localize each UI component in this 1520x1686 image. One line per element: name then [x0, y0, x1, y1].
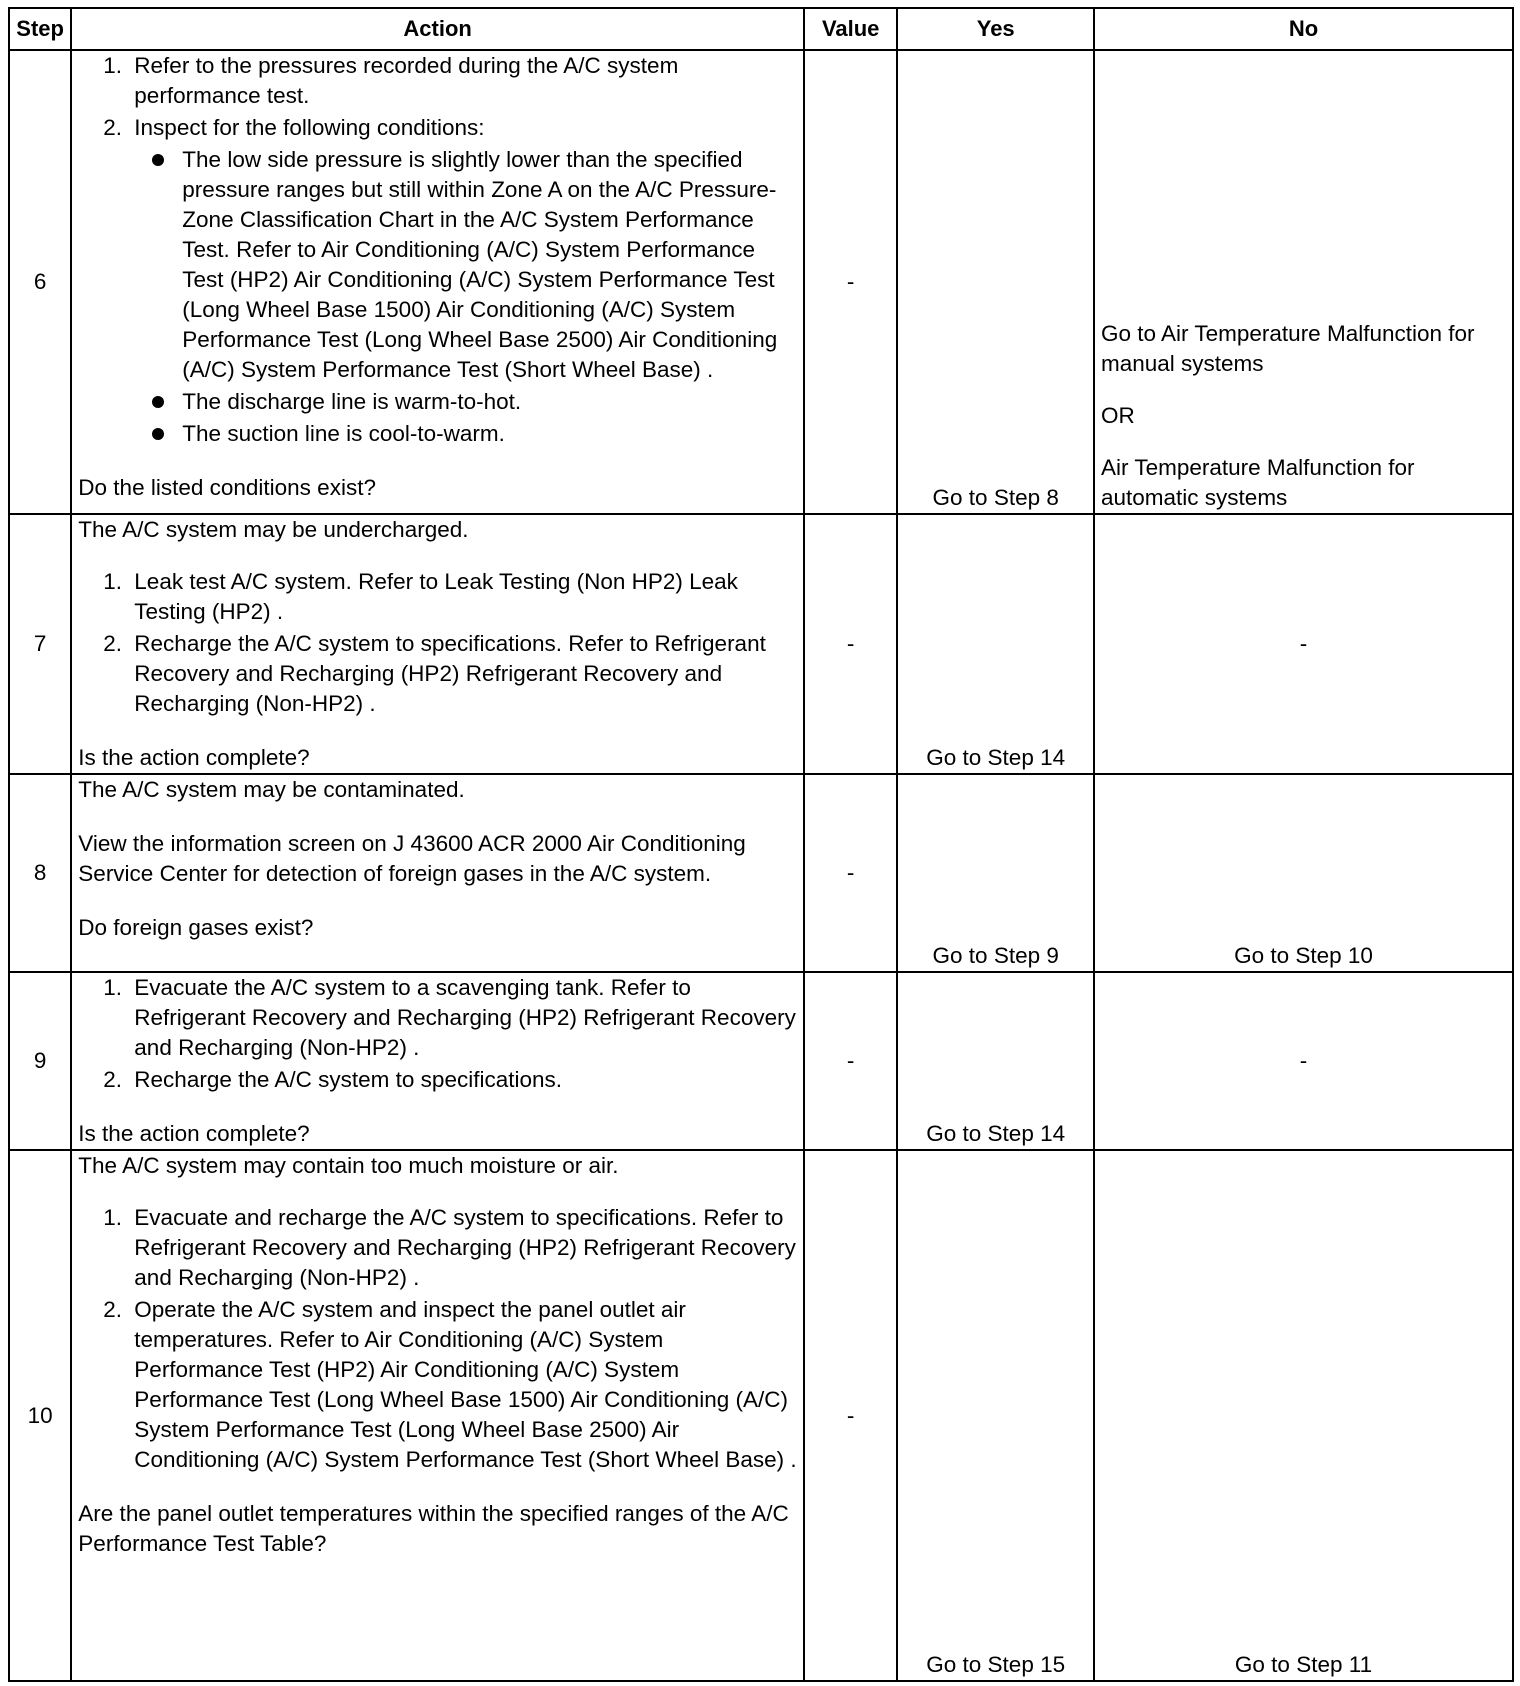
- step-number: 8: [9, 774, 71, 972]
- action-question: Do foreign gases exist?: [78, 915, 314, 940]
- no-line: OR: [1101, 403, 1135, 428]
- value-cell: -: [804, 972, 897, 1150]
- action-steps: [78, 1203, 797, 1475]
- action-step: 1. Evacuate the A/C system to a scavenging tank. Refer to Refrigerant Recovery and Recharging (HP2) Refrigerant Recovery and Recharging (Non-HP2) .: [128, 973, 797, 1063]
- value-cell: -: [804, 514, 897, 774]
- action-intro: The A/C system may contain too much moisture or air.: [78, 1153, 619, 1178]
- action-step: 1. Leak test A/C system. Refer to Leak Testing (Non HP2) Leak Testing (HP2) .: [128, 567, 797, 627]
- header-action: Action: [71, 8, 804, 50]
- table-row: [9, 50, 1513, 514]
- action-question: Are the panel outlet temperatures within the specified ranges of the A/C Performance Test Table?: [78, 1501, 789, 1556]
- no-cell: -: [1094, 514, 1513, 774]
- header-step: Step: [9, 8, 71, 50]
- action-step: [128, 113, 797, 449]
- action-step: 1. Evacuate and recharge the A/C system to specifications. Refer to Refrigerant Recovery and Recharging (HP2) Refrigerant Recovery and Recharging (Non-HP2) .: [128, 1203, 797, 1293]
- action-intro: The A/C system may be contaminated.: [78, 777, 465, 802]
- step-number: 10: [9, 1150, 71, 1681]
- value-cell: -: [804, 774, 897, 972]
- header-yes: Yes: [897, 8, 1094, 50]
- no-cell: Go to Step 11: [1094, 1150, 1513, 1681]
- condition-item: The discharge line is warm-to-hot.: [176, 387, 797, 417]
- action-cell: [71, 972, 804, 1150]
- condition-list: [134, 145, 797, 449]
- header-no: No: [1094, 8, 1513, 50]
- action-step-text: Inspect for the following conditions:: [134, 115, 485, 140]
- condition-item: The suction line is cool-to-warm.: [176, 419, 797, 449]
- action-question: Is the action complete?: [78, 745, 310, 770]
- action-cell: [71, 514, 804, 774]
- action-cell: [71, 774, 804, 972]
- action-step: 1. Refer to the pressures recorded during the A/C system performance test.: [128, 51, 797, 111]
- header-value: Value: [804, 8, 897, 50]
- no-cell: Go to Step 10: [1094, 774, 1513, 972]
- table-row: [9, 972, 1513, 1150]
- table-row: [9, 514, 1513, 774]
- value-cell: -: [804, 1150, 897, 1681]
- yes-cell: Go to Step 14: [897, 972, 1094, 1150]
- diagnostic-table: [8, 7, 1514, 1682]
- action-step: 2. Recharge the A/C system to specifications. Refer to Refrigerant Recovery and Recharging (HP2) Refrigerant Recovery and Recharging (Non-HP2) .: [128, 629, 797, 719]
- yes-cell: Go to Step 9: [897, 774, 1094, 972]
- step-number: 9: [9, 972, 71, 1150]
- no-line: Air Temperature Malfunction for automatic systems: [1101, 455, 1415, 510]
- yes-cell: Go to Step 15: [897, 1150, 1094, 1681]
- table-row: [9, 774, 1513, 972]
- yes-cell: Go to Step 8: [897, 50, 1094, 514]
- action-body: View the information screen on J 43600 ACR 2000 Air Conditioning Service Center for detection of foreign gases in the A/C system.: [78, 831, 746, 886]
- condition-item: The low side pressure is slightly lower than the specified pressure ranges but still within Zone A on the A/C Pressure-Zone Classification Chart in the A/C System Performance Test. Refer to Air Conditioning (A/C) System Performance Test (HP2) Air Conditioning (A/C) System Performance Test (Long Wheel Base 1500) Air Conditioning (A/C) System Performance Test (Long Wheel Base 2500) Air Conditioning (A/C) System Performance Test (Short Wheel Base) .: [176, 145, 797, 385]
- table-row: [9, 1150, 1513, 1681]
- no-cell: -: [1094, 972, 1513, 1150]
- step-number: 6: [9, 50, 71, 514]
- action-cell: [71, 50, 804, 514]
- action-intro: The A/C system may be undercharged.: [78, 517, 469, 542]
- no-line: Go to Air Temperature Malfunction for manual systems: [1101, 321, 1475, 376]
- action-step: 2. Operate the A/C system and inspect the panel outlet air temperatures. Refer to Air Conditioning (A/C) System Performance Test (HP2) Air Conditioning (A/C) System Performance Test (Long Wheel Base 1500) Air Conditioning (A/C) System Performance Test (Long Wheel Base 2500) Air Conditioning (A/C) System Performance Test (Short Wheel Base) .: [128, 1295, 797, 1475]
- step-number: 7: [9, 514, 71, 774]
- action-question: Is the action complete?: [78, 1121, 310, 1146]
- action-steps: [78, 973, 797, 1095]
- action-question: Do the listed conditions exist?: [78, 475, 376, 500]
- no-cell: [1094, 50, 1513, 514]
- yes-cell: Go to Step 14: [897, 514, 1094, 774]
- value-cell: -: [804, 50, 897, 514]
- table-header-row: [9, 8, 1513, 50]
- action-step: 2. Recharge the A/C system to specifications.: [128, 1065, 797, 1095]
- action-steps: [78, 567, 797, 719]
- action-steps: [78, 51, 797, 449]
- action-cell: [71, 1150, 804, 1681]
